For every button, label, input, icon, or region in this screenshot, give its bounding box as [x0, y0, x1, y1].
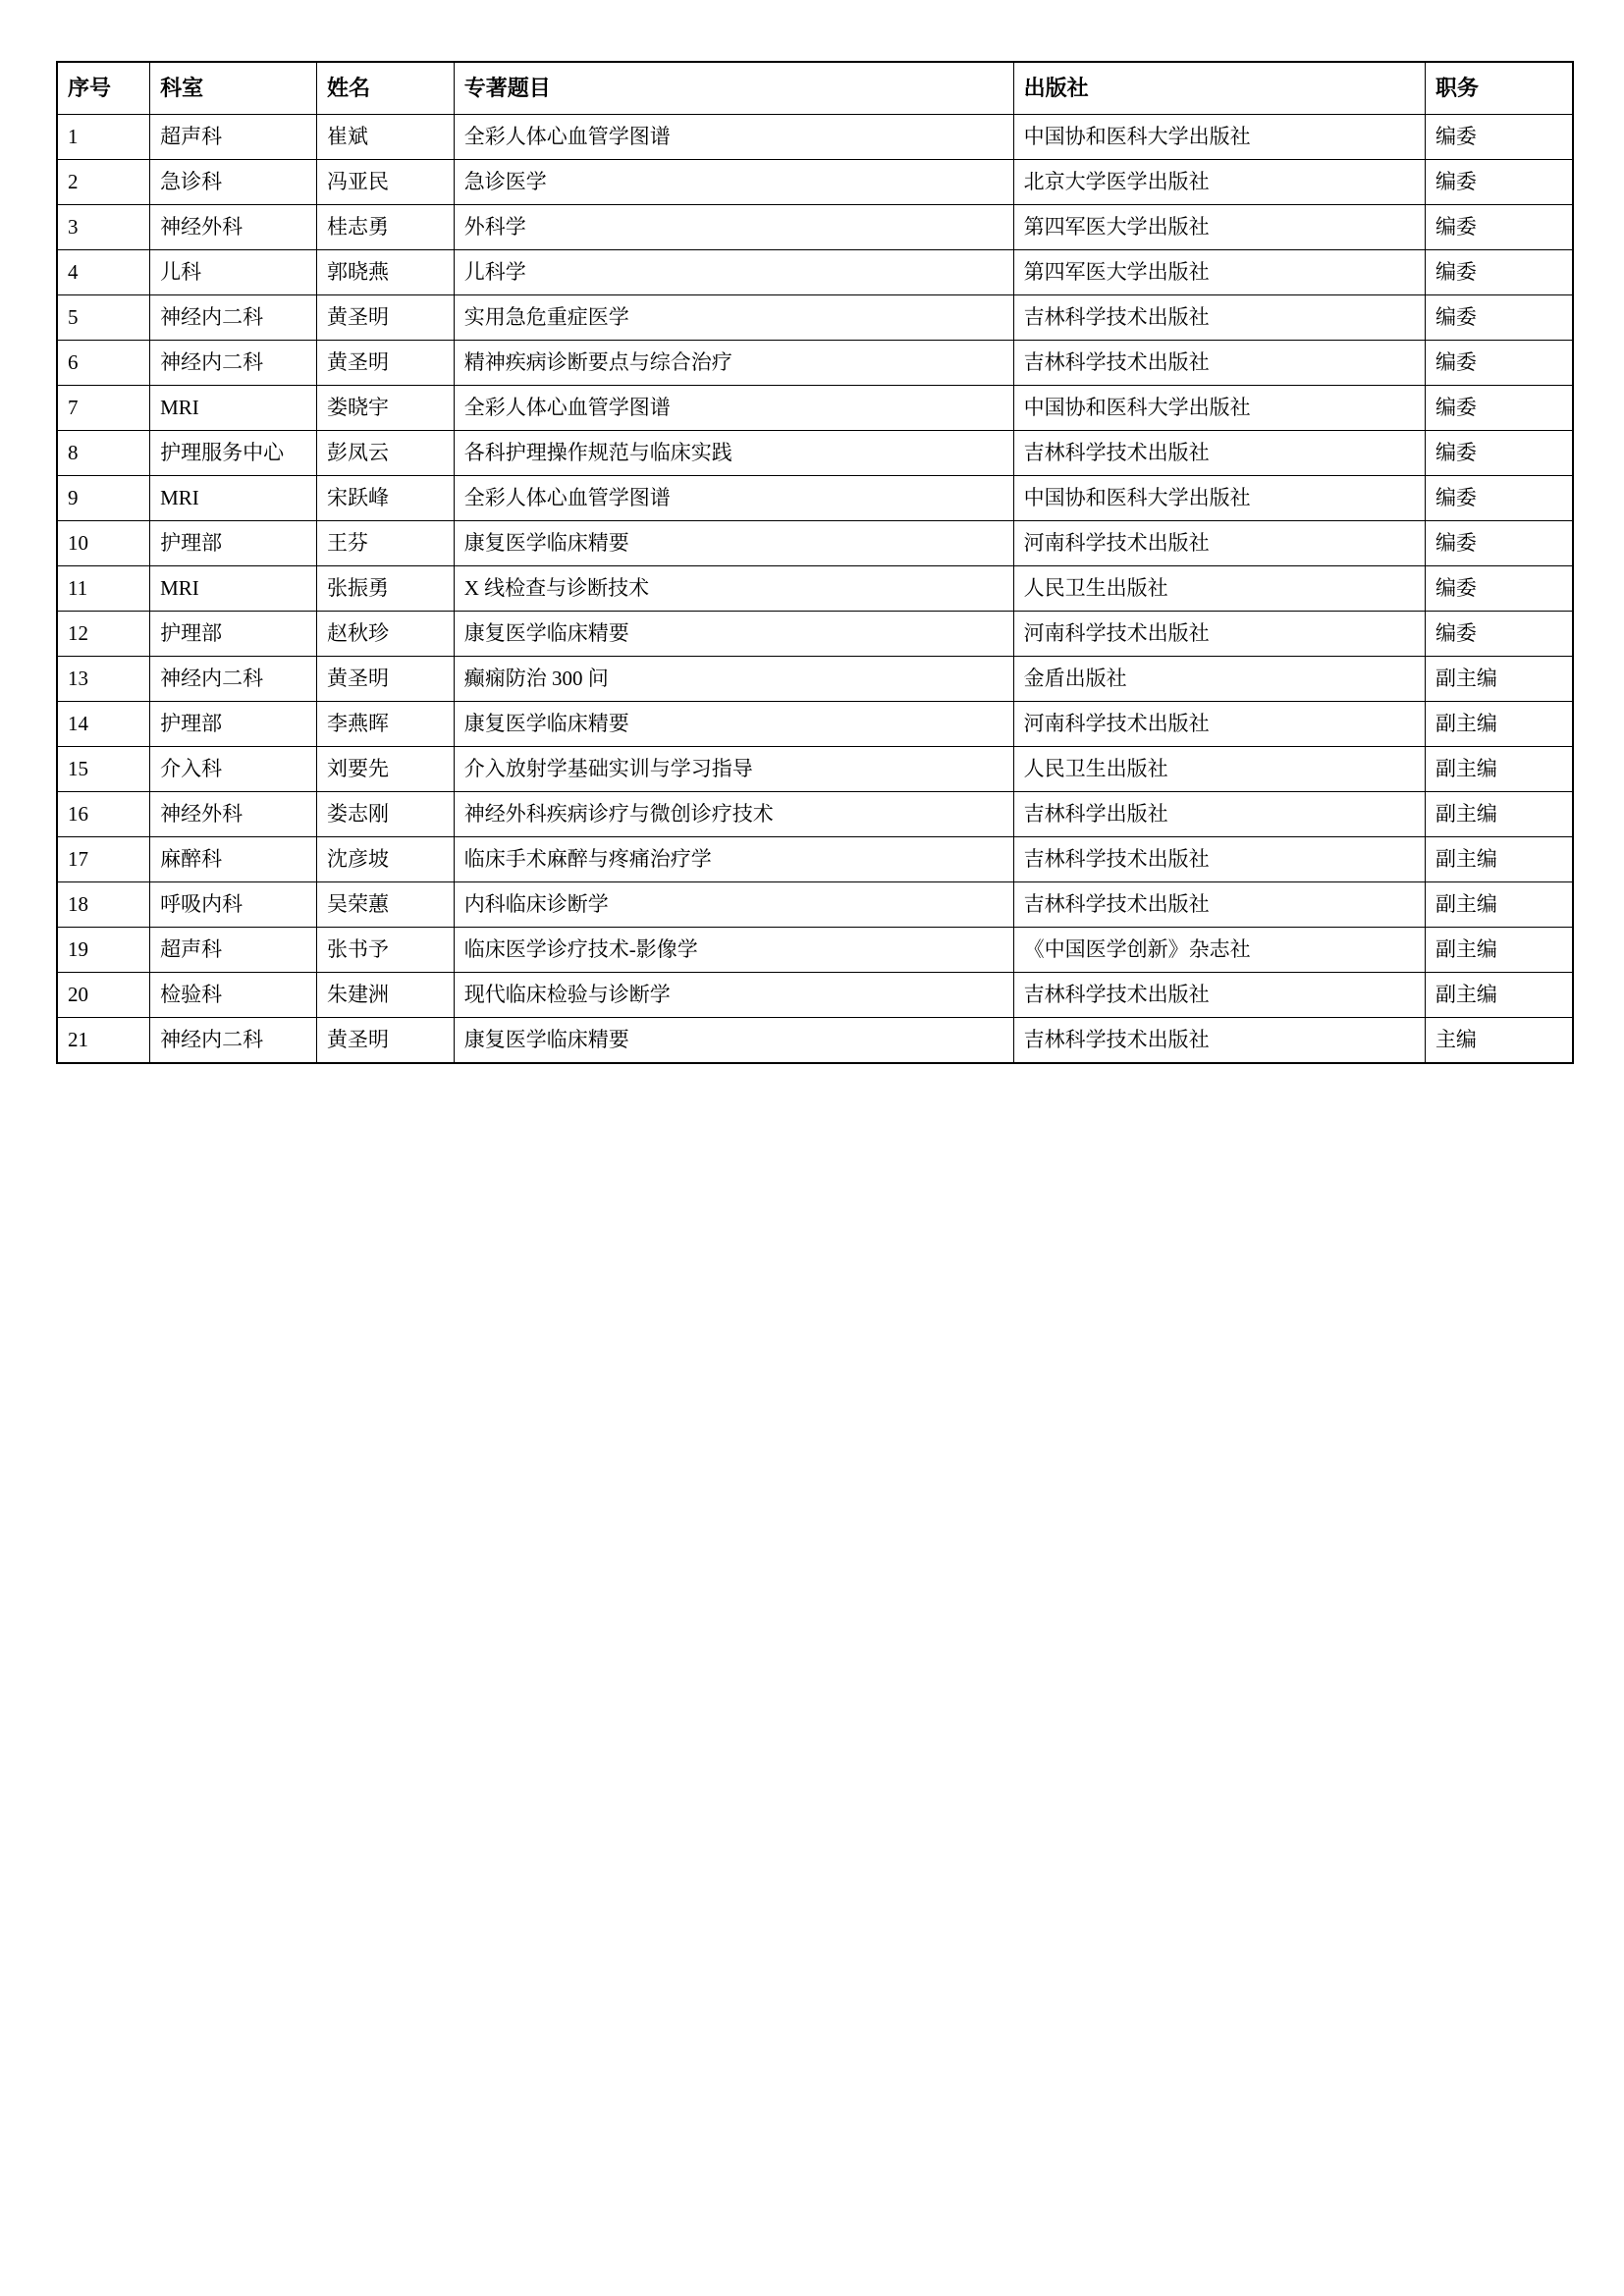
cell-index: 2	[57, 160, 150, 205]
cell-book-title: 康复医学临床精要	[454, 521, 1013, 566]
column-header-5: 职务	[1425, 62, 1573, 115]
cell-role: 编委	[1425, 612, 1573, 657]
table-row	[57, 160, 1573, 205]
table-row	[57, 341, 1573, 386]
cell-index: 14	[57, 702, 150, 747]
cell-index: 4	[57, 250, 150, 295]
cell-person-name: 吴荣蕙	[316, 882, 454, 928]
table-row	[57, 115, 1573, 160]
cell-department: 神经内二科	[150, 1018, 317, 1064]
cell-role: 编委	[1425, 431, 1573, 476]
cell-person-name: 郭晓燕	[316, 250, 454, 295]
cell-role: 副主编	[1425, 882, 1573, 928]
cell-publisher: 第四军医大学出版社	[1013, 250, 1425, 295]
cell-publisher: 北京大学医学出版社	[1013, 160, 1425, 205]
cell-person-name: 娄晓宇	[316, 386, 454, 431]
cell-person-name: 王芬	[316, 521, 454, 566]
cell-department: MRI	[150, 476, 317, 521]
cell-book-title: 儿科学	[454, 250, 1013, 295]
cell-book-title: 癫痫防治 300 问	[454, 657, 1013, 702]
cell-index: 6	[57, 341, 150, 386]
cell-publisher: 吉林科学出版社	[1013, 792, 1425, 837]
cell-book-title: 临床手术麻醉与疼痛治疗学	[454, 837, 1013, 882]
table-row	[57, 973, 1573, 1018]
table-header-row	[57, 62, 1573, 115]
cell-department: 护理部	[150, 612, 317, 657]
cell-department: 麻醉科	[150, 837, 317, 882]
cell-department: 神经外科	[150, 792, 317, 837]
cell-department: 护理部	[150, 702, 317, 747]
table-header	[57, 62, 1573, 115]
cell-book-title: 实用急危重症医学	[454, 295, 1013, 341]
cell-person-name: 黄圣明	[316, 295, 454, 341]
cell-department: 神经外科	[150, 205, 317, 250]
cell-book-title: 康复医学临床精要	[454, 702, 1013, 747]
cell-index: 16	[57, 792, 150, 837]
cell-role: 副主编	[1425, 792, 1573, 837]
column-header-0: 序号	[57, 62, 150, 115]
cell-index: 15	[57, 747, 150, 792]
cell-publisher: 中国协和医科大学出版社	[1013, 386, 1425, 431]
column-header-2: 姓名	[316, 62, 454, 115]
cell-book-title: 康复医学临床精要	[454, 612, 1013, 657]
cell-publisher: 人民卫生出版社	[1013, 566, 1425, 612]
cell-index: 19	[57, 928, 150, 973]
cell-book-title: 神经外科疾病诊疗与微创诊疗技术	[454, 792, 1013, 837]
table-row	[57, 792, 1573, 837]
cell-department: 检验科	[150, 973, 317, 1018]
cell-person-name: 刘要先	[316, 747, 454, 792]
cell-publisher: 河南科学技术出版社	[1013, 612, 1425, 657]
cell-role: 副主编	[1425, 837, 1573, 882]
cell-department: MRI	[150, 386, 317, 431]
cell-publisher: 吉林科学技术出版社	[1013, 973, 1425, 1018]
cell-role: 编委	[1425, 160, 1573, 205]
cell-book-title: 现代临床检验与诊断学	[454, 973, 1013, 1018]
cell-index: 1	[57, 115, 150, 160]
cell-publisher: 河南科学技术出版社	[1013, 521, 1425, 566]
cell-role: 主编	[1425, 1018, 1573, 1064]
cell-department: MRI	[150, 566, 317, 612]
cell-person-name: 彭凤云	[316, 431, 454, 476]
column-header-3: 专著题目	[454, 62, 1013, 115]
cell-index: 12	[57, 612, 150, 657]
cell-index: 11	[57, 566, 150, 612]
table-row	[57, 295, 1573, 341]
cell-publisher: 第四军医大学出版社	[1013, 205, 1425, 250]
cell-role: 副主编	[1425, 657, 1573, 702]
table-row	[57, 205, 1573, 250]
cell-person-name: 沈彦坡	[316, 837, 454, 882]
table-row	[57, 250, 1573, 295]
cell-publisher: 中国协和医科大学出版社	[1013, 115, 1425, 160]
cell-book-title: 临床医学诊疗技术-影像学	[454, 928, 1013, 973]
cell-book-title: 全彩人体心血管学图谱	[454, 386, 1013, 431]
table-row	[57, 657, 1573, 702]
table-row	[57, 521, 1573, 566]
cell-role: 副主编	[1425, 747, 1573, 792]
cell-person-name: 张振勇	[316, 566, 454, 612]
cell-index: 8	[57, 431, 150, 476]
cell-index: 10	[57, 521, 150, 566]
cell-role: 副主编	[1425, 973, 1573, 1018]
cell-book-title: 精神疾病诊断要点与综合治疗	[454, 341, 1013, 386]
cell-person-name: 黄圣明	[316, 1018, 454, 1064]
cell-book-title: 急诊医学	[454, 160, 1013, 205]
cell-role: 编委	[1425, 566, 1573, 612]
cell-role: 编委	[1425, 386, 1573, 431]
cell-department: 急诊科	[150, 160, 317, 205]
column-header-1: 科室	[150, 62, 317, 115]
table-row	[57, 928, 1573, 973]
cell-book-title: 全彩人体心血管学图谱	[454, 476, 1013, 521]
cell-person-name: 李燕晖	[316, 702, 454, 747]
cell-role: 编委	[1425, 205, 1573, 250]
cell-index: 5	[57, 295, 150, 341]
cell-publisher: 吉林科学技术出版社	[1013, 882, 1425, 928]
cell-book-title: 全彩人体心血管学图谱	[454, 115, 1013, 160]
cell-publisher: 人民卫生出版社	[1013, 747, 1425, 792]
table-row	[57, 476, 1573, 521]
cell-role: 编委	[1425, 521, 1573, 566]
cell-publisher: 吉林科学技术出版社	[1013, 341, 1425, 386]
cell-book-title: 内科临床诊断学	[454, 882, 1013, 928]
cell-book-title: X 线检查与诊断技术	[454, 566, 1013, 612]
cell-role: 编委	[1425, 295, 1573, 341]
cell-index: 18	[57, 882, 150, 928]
table-row	[57, 386, 1573, 431]
cell-publisher: 吉林科学技术出版社	[1013, 431, 1425, 476]
cell-publisher: 金盾出版社	[1013, 657, 1425, 702]
cell-index: 17	[57, 837, 150, 882]
cell-department: 神经内二科	[150, 341, 317, 386]
cell-index: 9	[57, 476, 150, 521]
table-row	[57, 431, 1573, 476]
cell-index: 13	[57, 657, 150, 702]
cell-person-name: 宋跃峰	[316, 476, 454, 521]
cell-person-name: 黄圣明	[316, 657, 454, 702]
table-body	[57, 115, 1573, 1064]
cell-department: 神经内二科	[150, 657, 317, 702]
cell-person-name: 桂志勇	[316, 205, 454, 250]
cell-person-name: 张书予	[316, 928, 454, 973]
cell-department: 护理部	[150, 521, 317, 566]
table-row	[57, 837, 1573, 882]
cell-index: 20	[57, 973, 150, 1018]
cell-index: 7	[57, 386, 150, 431]
cell-index: 3	[57, 205, 150, 250]
cell-publisher: 《中国医学创新》杂志社	[1013, 928, 1425, 973]
cell-department: 神经内二科	[150, 295, 317, 341]
cell-person-name: 朱建洲	[316, 973, 454, 1018]
table-row	[57, 612, 1573, 657]
cell-index: 21	[57, 1018, 150, 1064]
cell-book-title: 各科护理操作规范与临床实践	[454, 431, 1013, 476]
cell-publisher: 吉林科学技术出版社	[1013, 295, 1425, 341]
cell-person-name: 娄志刚	[316, 792, 454, 837]
cell-department: 儿科	[150, 250, 317, 295]
cell-book-title: 介入放射学基础实训与学习指导	[454, 747, 1013, 792]
table-row	[57, 702, 1573, 747]
cell-person-name: 赵秋珍	[316, 612, 454, 657]
table-row	[57, 747, 1573, 792]
table-row	[57, 566, 1573, 612]
cell-department: 超声科	[150, 928, 317, 973]
cell-book-title: 外科学	[454, 205, 1013, 250]
cell-person-name: 黄圣明	[316, 341, 454, 386]
cell-role: 副主编	[1425, 702, 1573, 747]
cell-book-title: 康复医学临床精要	[454, 1018, 1013, 1064]
cell-role: 副主编	[1425, 928, 1573, 973]
cell-department: 呼吸内科	[150, 882, 317, 928]
cell-department: 护理服务中心	[150, 431, 317, 476]
cell-role: 编委	[1425, 476, 1573, 521]
table-row	[57, 1018, 1573, 1064]
column-header-4: 出版社	[1013, 62, 1425, 115]
table-row	[57, 882, 1573, 928]
cell-publisher: 吉林科学技术出版社	[1013, 837, 1425, 882]
cell-publisher: 河南科学技术出版社	[1013, 702, 1425, 747]
cell-role: 编委	[1425, 341, 1573, 386]
cell-department: 介入科	[150, 747, 317, 792]
cell-department: 超声科	[150, 115, 317, 160]
cell-role: 编委	[1425, 250, 1573, 295]
cell-publisher: 吉林科学技术出版社	[1013, 1018, 1425, 1064]
cell-person-name: 崔斌	[316, 115, 454, 160]
cell-person-name: 冯亚民	[316, 160, 454, 205]
cell-role: 编委	[1425, 115, 1573, 160]
publications-table	[56, 61, 1574, 1064]
cell-publisher: 中国协和医科大学出版社	[1013, 476, 1425, 521]
